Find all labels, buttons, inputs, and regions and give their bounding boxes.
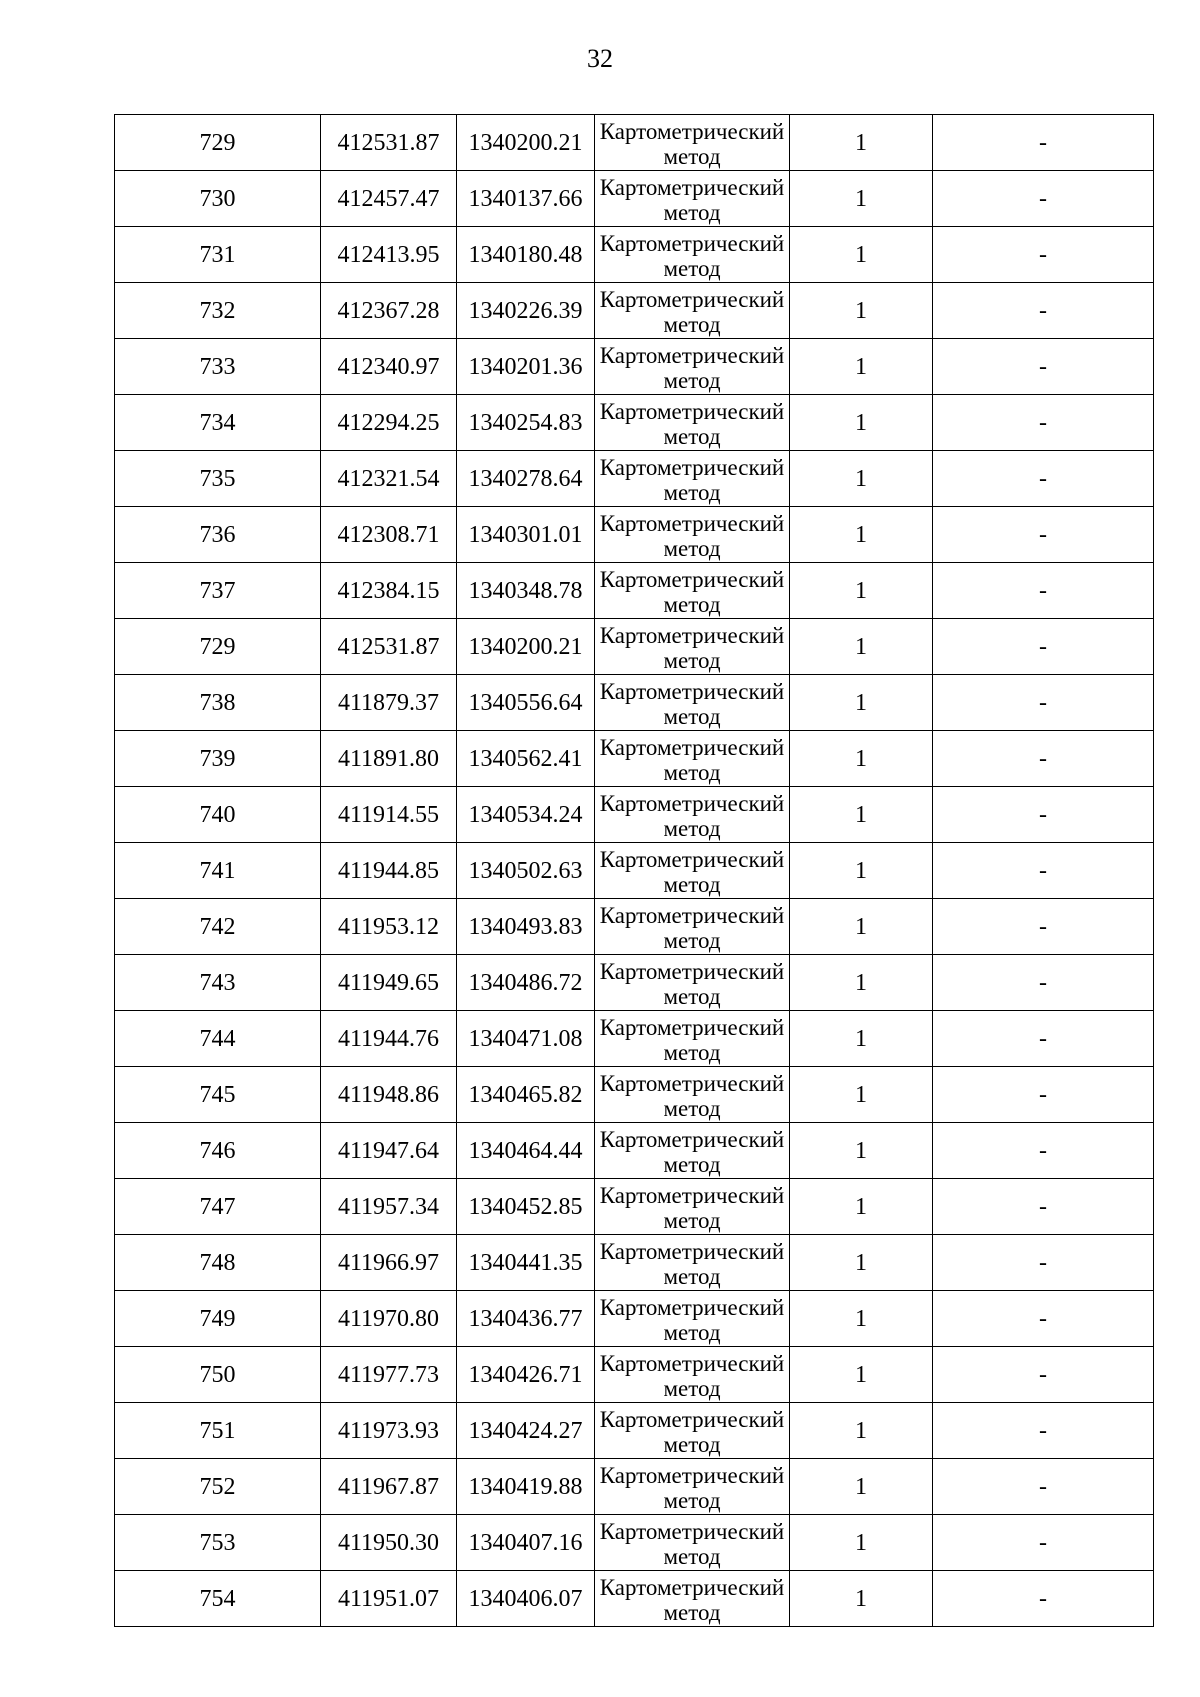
y-coordinate-cell: 1340471.08 <box>457 1011 595 1067</box>
method-line-2: метод <box>663 1599 721 1625</box>
accuracy-cell: 1 <box>790 1235 933 1291</box>
table-row <box>115 899 1154 955</box>
method-line-2: метод <box>663 815 721 841</box>
method-line-1: Картометрический <box>599 1350 785 1376</box>
y-coordinate-cell: 1340426.71 <box>457 1347 595 1403</box>
accuracy-cell: 1 <box>790 1515 933 1571</box>
method-line-2: метод <box>663 255 721 281</box>
method-cell <box>595 955 790 1011</box>
method-line-2: метод <box>663 1375 721 1401</box>
description-cell: - <box>933 115 1154 171</box>
method-line-2: метод <box>663 1263 721 1289</box>
x-coordinate-cell: 411970.80 <box>321 1291 457 1347</box>
method-line-2: метод <box>663 1151 721 1177</box>
x-coordinate-cell: 411948.86 <box>321 1067 457 1123</box>
description-cell: - <box>933 1235 1154 1291</box>
point-number-cell: 745 <box>115 1067 321 1123</box>
description-cell: - <box>933 619 1154 675</box>
method-line-1: Картометрический <box>599 622 785 648</box>
y-coordinate-cell: 1340301.01 <box>457 507 595 563</box>
description-cell: - <box>933 339 1154 395</box>
method-cell <box>595 171 790 227</box>
x-coordinate-cell: 411944.76 <box>321 1011 457 1067</box>
method-line-1: Картометрический <box>599 678 785 704</box>
table-row <box>115 1123 1154 1179</box>
x-coordinate-cell: 411977.73 <box>321 1347 457 1403</box>
x-coordinate-cell: 411973.93 <box>321 1403 457 1459</box>
x-coordinate-cell: 411957.34 <box>321 1179 457 1235</box>
description-cell: - <box>933 1067 1154 1123</box>
table-row <box>115 619 1154 675</box>
point-number-cell: 753 <box>115 1515 321 1571</box>
accuracy-cell: 1 <box>790 1011 933 1067</box>
method-cell <box>595 899 790 955</box>
y-coordinate-cell: 1340419.88 <box>457 1459 595 1515</box>
point-number-cell: 749 <box>115 1291 321 1347</box>
method-line-1: Картометрический <box>599 1574 785 1600</box>
method-line-1: Картометрический <box>599 230 785 256</box>
x-coordinate-cell: 411951.07 <box>321 1571 457 1627</box>
method-line-2: метод <box>663 479 721 505</box>
table-row <box>115 115 1154 171</box>
y-coordinate-cell: 1340137.66 <box>457 171 595 227</box>
accuracy-cell: 1 <box>790 675 933 731</box>
description-cell: - <box>933 1291 1154 1347</box>
coordinates-table <box>114 114 1154 1627</box>
x-coordinate-cell: 411967.87 <box>321 1459 457 1515</box>
method-cell <box>595 1515 790 1571</box>
method-line-2: метод <box>663 535 721 561</box>
point-number-cell: 729 <box>115 115 321 171</box>
method-line-2: метод <box>663 591 721 617</box>
point-number-cell: 740 <box>115 787 321 843</box>
table-row <box>115 1235 1154 1291</box>
description-cell: - <box>933 843 1154 899</box>
method-line-2: метод <box>663 143 721 169</box>
point-number-cell: 743 <box>115 955 321 1011</box>
method-line-2: метод <box>663 1095 721 1121</box>
method-line-2: метод <box>663 199 721 225</box>
x-coordinate-cell: 411914.55 <box>321 787 457 843</box>
table-row <box>115 1403 1154 1459</box>
method-cell <box>595 1011 790 1067</box>
table-row <box>115 507 1154 563</box>
method-line-1: Картометрический <box>599 1014 785 1040</box>
method-line-1: Картометрический <box>599 1462 785 1488</box>
description-cell: - <box>933 563 1154 619</box>
accuracy-cell: 1 <box>790 1291 933 1347</box>
method-cell <box>595 339 790 395</box>
method-cell <box>595 563 790 619</box>
table-row <box>115 843 1154 899</box>
y-coordinate-cell: 1340436.77 <box>457 1291 595 1347</box>
y-coordinate-cell: 1340424.27 <box>457 1403 595 1459</box>
accuracy-cell: 1 <box>790 955 933 1011</box>
point-number-cell: 741 <box>115 843 321 899</box>
method-line-1: Картометрический <box>599 1406 785 1432</box>
method-line-1: Картометрический <box>599 1238 785 1264</box>
point-number-cell: 739 <box>115 731 321 787</box>
y-coordinate-cell: 1340180.48 <box>457 227 595 283</box>
method-line-2: метод <box>663 1039 721 1065</box>
y-coordinate-cell: 1340348.78 <box>457 563 595 619</box>
method-cell <box>595 1235 790 1291</box>
method-line-2: метод <box>663 703 721 729</box>
x-coordinate-cell: 411947.64 <box>321 1123 457 1179</box>
accuracy-cell: 1 <box>790 731 933 787</box>
accuracy-cell: 1 <box>790 563 933 619</box>
point-number-cell: 748 <box>115 1235 321 1291</box>
table-row <box>115 451 1154 507</box>
table-row <box>115 1179 1154 1235</box>
table-row <box>115 1459 1154 1515</box>
accuracy-cell: 1 <box>790 1067 933 1123</box>
description-cell: - <box>933 787 1154 843</box>
point-number-cell: 744 <box>115 1011 321 1067</box>
coordinates-table-body <box>115 115 1154 1627</box>
method-cell <box>595 1291 790 1347</box>
table-row <box>115 955 1154 1011</box>
point-number-cell: 735 <box>115 451 321 507</box>
description-cell: - <box>933 899 1154 955</box>
description-cell: - <box>933 171 1154 227</box>
method-cell <box>595 1459 790 1515</box>
point-number-cell: 736 <box>115 507 321 563</box>
point-number-cell: 730 <box>115 171 321 227</box>
x-coordinate-cell: 411879.37 <box>321 675 457 731</box>
method-line-1: Картометрический <box>599 790 785 816</box>
method-line-2: метод <box>663 423 721 449</box>
y-coordinate-cell: 1340441.35 <box>457 1235 595 1291</box>
method-cell <box>595 1067 790 1123</box>
method-line-2: метод <box>663 311 721 337</box>
x-coordinate-cell: 411944.85 <box>321 843 457 899</box>
method-line-1: Картометрический <box>599 118 785 144</box>
table-row <box>115 171 1154 227</box>
x-coordinate-cell: 412294.25 <box>321 395 457 451</box>
description-cell: - <box>933 675 1154 731</box>
y-coordinate-cell: 1340406.07 <box>457 1571 595 1627</box>
y-coordinate-cell: 1340278.64 <box>457 451 595 507</box>
point-number-cell: 754 <box>115 1571 321 1627</box>
x-coordinate-cell: 411953.12 <box>321 899 457 955</box>
point-number-cell: 752 <box>115 1459 321 1515</box>
table-row <box>115 1347 1154 1403</box>
y-coordinate-cell: 1340486.72 <box>457 955 595 1011</box>
method-cell <box>595 787 790 843</box>
table-row <box>115 1011 1154 1067</box>
method-line-2: метод <box>663 871 721 897</box>
description-cell: - <box>933 1403 1154 1459</box>
description-cell: - <box>933 1515 1154 1571</box>
method-line-2: метод <box>663 1431 721 1457</box>
method-cell <box>595 115 790 171</box>
accuracy-cell: 1 <box>790 1403 933 1459</box>
y-coordinate-cell: 1340465.82 <box>457 1067 595 1123</box>
method-line-2: метод <box>663 1487 721 1513</box>
method-line-1: Картометрический <box>599 1126 785 1152</box>
accuracy-cell: 1 <box>790 171 933 227</box>
accuracy-cell: 1 <box>790 899 933 955</box>
method-line-2: метод <box>663 1543 721 1569</box>
y-coordinate-cell: 1340200.21 <box>457 619 595 675</box>
x-coordinate-cell: 412367.28 <box>321 283 457 339</box>
table-row <box>115 1291 1154 1347</box>
method-cell <box>595 1571 790 1627</box>
description-cell: - <box>933 507 1154 563</box>
table-row <box>115 563 1154 619</box>
y-coordinate-cell: 1340562.41 <box>457 731 595 787</box>
page-number: 32 <box>587 44 613 73</box>
description-cell: - <box>933 227 1154 283</box>
description-cell: - <box>933 1179 1154 1235</box>
table-row <box>115 787 1154 843</box>
table-row <box>115 675 1154 731</box>
method-line-1: Картометрический <box>599 454 785 480</box>
accuracy-cell: 1 <box>790 1347 933 1403</box>
table-row <box>115 339 1154 395</box>
x-coordinate-cell: 411949.65 <box>321 955 457 1011</box>
point-number-cell: 737 <box>115 563 321 619</box>
x-coordinate-cell: 412340.97 <box>321 339 457 395</box>
method-cell <box>595 451 790 507</box>
y-coordinate-cell: 1340464.44 <box>457 1123 595 1179</box>
method-line-1: Картометрический <box>599 902 785 928</box>
point-number-cell: 750 <box>115 1347 321 1403</box>
point-number-cell: 729 <box>115 619 321 675</box>
x-coordinate-cell: 411966.97 <box>321 1235 457 1291</box>
method-line-1: Картометрический <box>599 566 785 592</box>
method-cell <box>595 731 790 787</box>
x-coordinate-cell: 412308.71 <box>321 507 457 563</box>
method-line-2: метод <box>663 759 721 785</box>
point-number-cell: 746 <box>115 1123 321 1179</box>
accuracy-cell: 1 <box>790 1459 933 1515</box>
accuracy-cell: 1 <box>790 787 933 843</box>
method-line-2: метод <box>663 1319 721 1345</box>
method-line-2: метод <box>663 1207 721 1233</box>
method-line-2: метод <box>663 927 721 953</box>
method-line-1: Картометрический <box>599 510 785 536</box>
point-number-cell: 733 <box>115 339 321 395</box>
point-number-cell: 751 <box>115 1403 321 1459</box>
accuracy-cell: 1 <box>790 1123 933 1179</box>
method-line-2: метод <box>663 647 721 673</box>
y-coordinate-cell: 1340200.21 <box>457 115 595 171</box>
accuracy-cell: 1 <box>790 1571 933 1627</box>
table-row <box>115 1571 1154 1627</box>
method-line-2: метод <box>663 983 721 1009</box>
x-coordinate-cell: 412384.15 <box>321 563 457 619</box>
accuracy-cell: 1 <box>790 115 933 171</box>
y-coordinate-cell: 1340534.24 <box>457 787 595 843</box>
y-coordinate-cell: 1340556.64 <box>457 675 595 731</box>
accuracy-cell: 1 <box>790 227 933 283</box>
method-line-1: Картометрический <box>599 1070 785 1096</box>
y-coordinate-cell: 1340201.36 <box>457 339 595 395</box>
x-coordinate-cell: 412531.87 <box>321 619 457 675</box>
description-cell: - <box>933 1347 1154 1403</box>
accuracy-cell: 1 <box>790 339 933 395</box>
description-cell: - <box>933 1459 1154 1515</box>
x-coordinate-cell: 411891.80 <box>321 731 457 787</box>
accuracy-cell: 1 <box>790 507 933 563</box>
point-number-cell: 738 <box>115 675 321 731</box>
x-coordinate-cell: 412413.95 <box>321 227 457 283</box>
table-row <box>115 227 1154 283</box>
method-line-1: Картометрический <box>599 1182 785 1208</box>
y-coordinate-cell: 1340452.85 <box>457 1179 595 1235</box>
method-line-1: Картометрический <box>599 734 785 760</box>
description-cell: - <box>933 1123 1154 1179</box>
method-cell <box>595 283 790 339</box>
method-cell <box>595 675 790 731</box>
method-line-1: Картометрический <box>599 1294 785 1320</box>
accuracy-cell: 1 <box>790 451 933 507</box>
point-number-cell: 742 <box>115 899 321 955</box>
point-number-cell: 747 <box>115 1179 321 1235</box>
method-line-1: Картометрический <box>599 174 785 200</box>
accuracy-cell: 1 <box>790 283 933 339</box>
point-number-cell: 731 <box>115 227 321 283</box>
method-line-2: метод <box>663 367 721 393</box>
x-coordinate-cell: 411950.30 <box>321 1515 457 1571</box>
method-line-1: Картометрический <box>599 398 785 424</box>
method-line-1: Картометрический <box>599 286 785 312</box>
method-cell <box>595 843 790 899</box>
description-cell: - <box>933 955 1154 1011</box>
description-cell: - <box>933 1571 1154 1627</box>
method-line-1: Картометрический <box>599 846 785 872</box>
y-coordinate-cell: 1340407.16 <box>457 1515 595 1571</box>
method-cell <box>595 1179 790 1235</box>
method-line-1: Картометрический <box>599 342 785 368</box>
y-coordinate-cell: 1340226.39 <box>457 283 595 339</box>
y-coordinate-cell: 1340493.83 <box>457 899 595 955</box>
method-cell <box>595 1123 790 1179</box>
description-cell: - <box>933 731 1154 787</box>
table-row <box>115 1515 1154 1571</box>
description-cell: - <box>933 395 1154 451</box>
point-number-cell: 732 <box>115 283 321 339</box>
x-coordinate-cell: 412457.47 <box>321 171 457 227</box>
accuracy-cell: 1 <box>790 843 933 899</box>
method-line-1: Картометрический <box>599 958 785 984</box>
method-cell <box>595 619 790 675</box>
x-coordinate-cell: 412321.54 <box>321 451 457 507</box>
accuracy-cell: 1 <box>790 1179 933 1235</box>
method-cell <box>595 395 790 451</box>
table-row <box>115 1067 1154 1123</box>
x-coordinate-cell: 412531.87 <box>321 115 457 171</box>
method-cell <box>595 507 790 563</box>
method-cell <box>595 1347 790 1403</box>
table-row <box>115 731 1154 787</box>
method-cell <box>595 1403 790 1459</box>
description-cell: - <box>933 1011 1154 1067</box>
point-number-cell: 734 <box>115 395 321 451</box>
method-line-1: Картометрический <box>599 1518 785 1544</box>
table-row <box>115 283 1154 339</box>
accuracy-cell: 1 <box>790 619 933 675</box>
description-cell: - <box>933 451 1154 507</box>
table-row <box>115 395 1154 451</box>
y-coordinate-cell: 1340254.83 <box>457 395 595 451</box>
description-cell: - <box>933 283 1154 339</box>
accuracy-cell: 1 <box>790 395 933 451</box>
y-coordinate-cell: 1340502.63 <box>457 843 595 899</box>
method-cell <box>595 227 790 283</box>
